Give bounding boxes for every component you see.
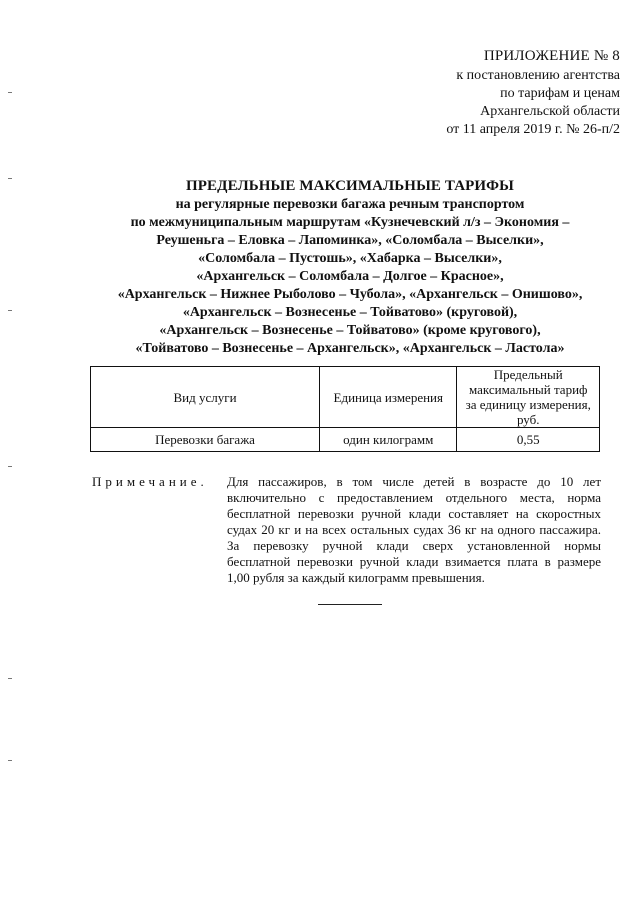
appendix-line: к постановлению агентства [456,68,620,83]
title-line: «Архангельск – Соломбала – Долгое – Красное», [196,269,504,284]
title-line: на регулярные перевозки багажа речным транспортом [175,197,525,212]
note-label: Примечание. [92,474,208,489]
document-title [70,177,630,358]
table-row [91,428,600,452]
scan-mark [8,466,12,467]
table-header-row [91,367,600,428]
header-unit: Единица измерения [320,367,457,428]
cell-service: Перевозки багажа [91,428,320,452]
title-line: Реушеньга – Еловка – Лапоминка», «Соломбала – Выселки», [156,233,544,248]
scan-mark [8,92,12,93]
header-tariff-line: Предельный [493,367,563,382]
cell-tariff: 0,55 [457,428,600,452]
appendix-number: ПРИЛОЖЕНИЕ № 8 [483,48,620,64]
title-line: «Соломбала – Пустошь», «Хабарка – Выселки», [198,251,502,266]
appendix-line: по тарифам и ценам [500,86,620,101]
title-main: ПРЕДЕЛЬНЫЕ МАКСИМАЛЬНЫЕ ТАРИФЫ [186,178,514,194]
header-tariff-line: максимальный тариф [469,382,588,397]
scan-mark [8,310,12,311]
scan-mark [8,178,12,179]
scan-mark [8,678,12,679]
header-tariff-line: за единицу измерения, [465,397,591,412]
appendix-header [446,46,620,139]
note-text: Для пассажиров, в том числе детей в возрасте до 10 лет включительно с предоставлением отдельного места, норма бесплатной перевозки ручной клади составляет на скоростных судах 20 кг и на всех остальных судах 36 кг на одного пассажира. За перевозку ручной клади сверх установленной нормы бесплатной перевозки ручной клади взимается плата в размере 1,00 рубля за каждый килограмм превышения. [227,474,601,585]
title-line: «Архангельск – Вознесенье – Тойватово» (круговой), [182,305,518,320]
tariff-table [90,366,600,452]
title-line: «Архангельск – Вознесенье – Тойватово» (кроме кругового), [159,323,541,338]
title-line: «Тойватово – Вознесенье – Архангельск», «Архангельск – Ластола» [135,341,565,356]
header-tariff-line: руб. [516,412,540,427]
header-tariff [457,367,600,428]
cell-unit: один килограмм [320,428,457,452]
title-line: по межмуниципальным маршрутам «Кузнечевский л/з – Экономия – [130,215,570,230]
appendix-line: Архангельской области [480,104,620,119]
header-service: Вид услуги [91,367,320,428]
scan-mark [8,760,12,761]
closing-divider [318,604,382,605]
appendix-date-line: от 11 апреля 2019 г. № 26-п/2 [446,122,620,137]
title-line: «Архангельск – Нижнее Рыболово – Чубола», «Архангельск – Онишово», [117,287,583,302]
